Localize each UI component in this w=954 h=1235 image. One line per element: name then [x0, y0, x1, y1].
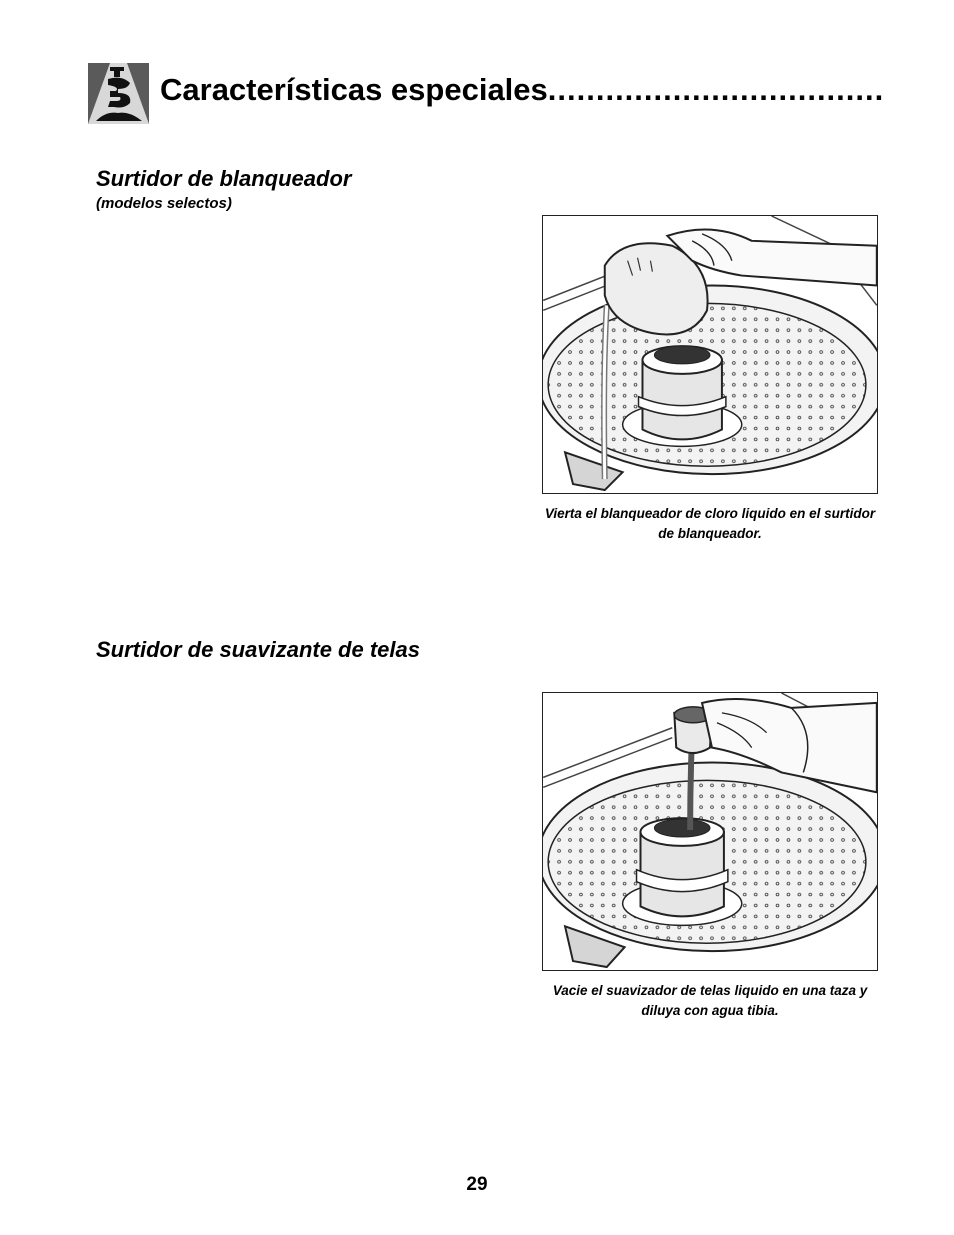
section-subtitle-bleach: (modelos selectos)	[96, 195, 232, 212]
section-title-bleach: Surtidor de blanqueador	[96, 166, 352, 191]
softener-dispenser-illustration	[542, 692, 878, 971]
bleach-figure-caption: Vierta el blanqueador de cloro liquido en el surtidor de blanqueador.	[544, 506, 876, 541]
section-title-softener: Surtidor de suavizante de telas	[96, 637, 420, 662]
page-title: Características especiales...................................	[160, 72, 885, 107]
title-leader: ...................................	[547, 72, 885, 107]
bleach-dispenser-illustration	[542, 215, 878, 494]
page-number: 29	[466, 1174, 488, 1195]
softener-figure-caption: Vacie el suavizador de telas liquido en una taza y diluya con agua tibia.	[552, 983, 868, 1018]
technician-tools-icon	[88, 63, 149, 124]
